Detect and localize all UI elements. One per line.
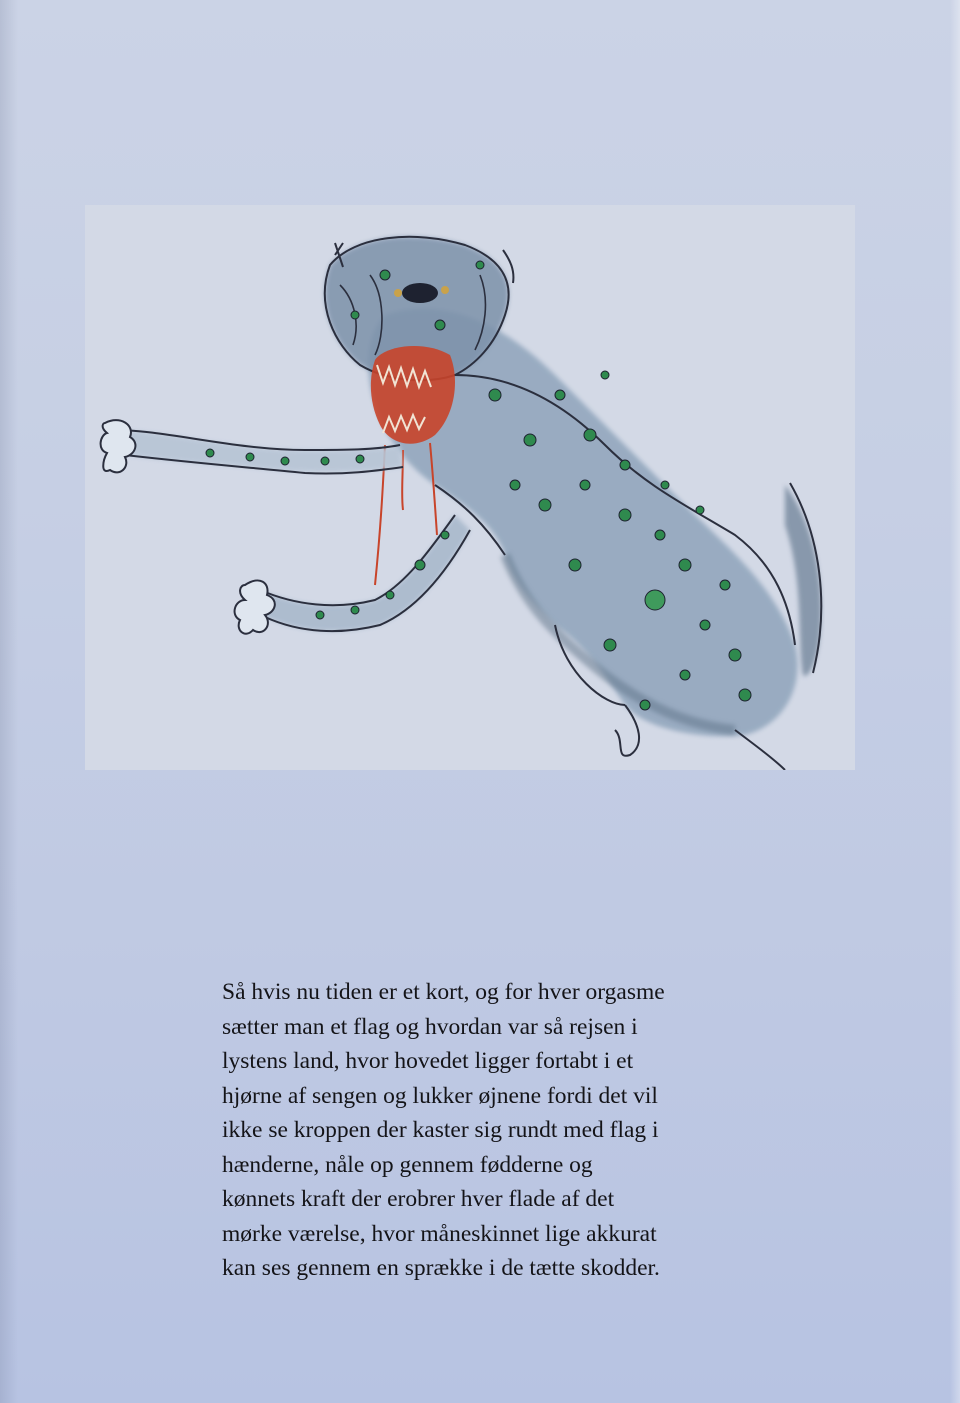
text-line: sætter man et flag og hvordan var så rejsen i [222,1013,638,1040]
page-gutter-shadow [0,0,18,1403]
text-line: mørke værelse, hvor måneskinnet lige akkurat [222,1220,657,1247]
illustration-plate [85,205,855,770]
front-leg-upper [115,430,403,472]
text-line: kan ses gennem en sprække i de tætte skodder. [222,1255,660,1281]
text-line: ikke se kroppen der kaster sig rundt med flag i [222,1117,659,1143]
front-paw-lower [235,580,275,633]
text-line: hænderne, nåle op gennem fødderne og [222,1151,593,1178]
text-line: lystens land, hvor hovedet ligger fortabt i et [222,1048,634,1074]
front-leg-lower [260,515,470,631]
page-edge-highlight [950,0,960,1403]
leopard-illustration [85,205,855,770]
front-paw-upper [101,420,136,472]
text-line: kønnets kraft der erobrer hver flade af det [222,1186,615,1212]
text-line: Så hvis nu tiden er et kort, og for hver orgasme [222,979,665,1005]
text-line: hjørne af sengen og lukker øjnene fordi det vil [222,1082,658,1109]
body-paragraph [222,975,782,1286]
